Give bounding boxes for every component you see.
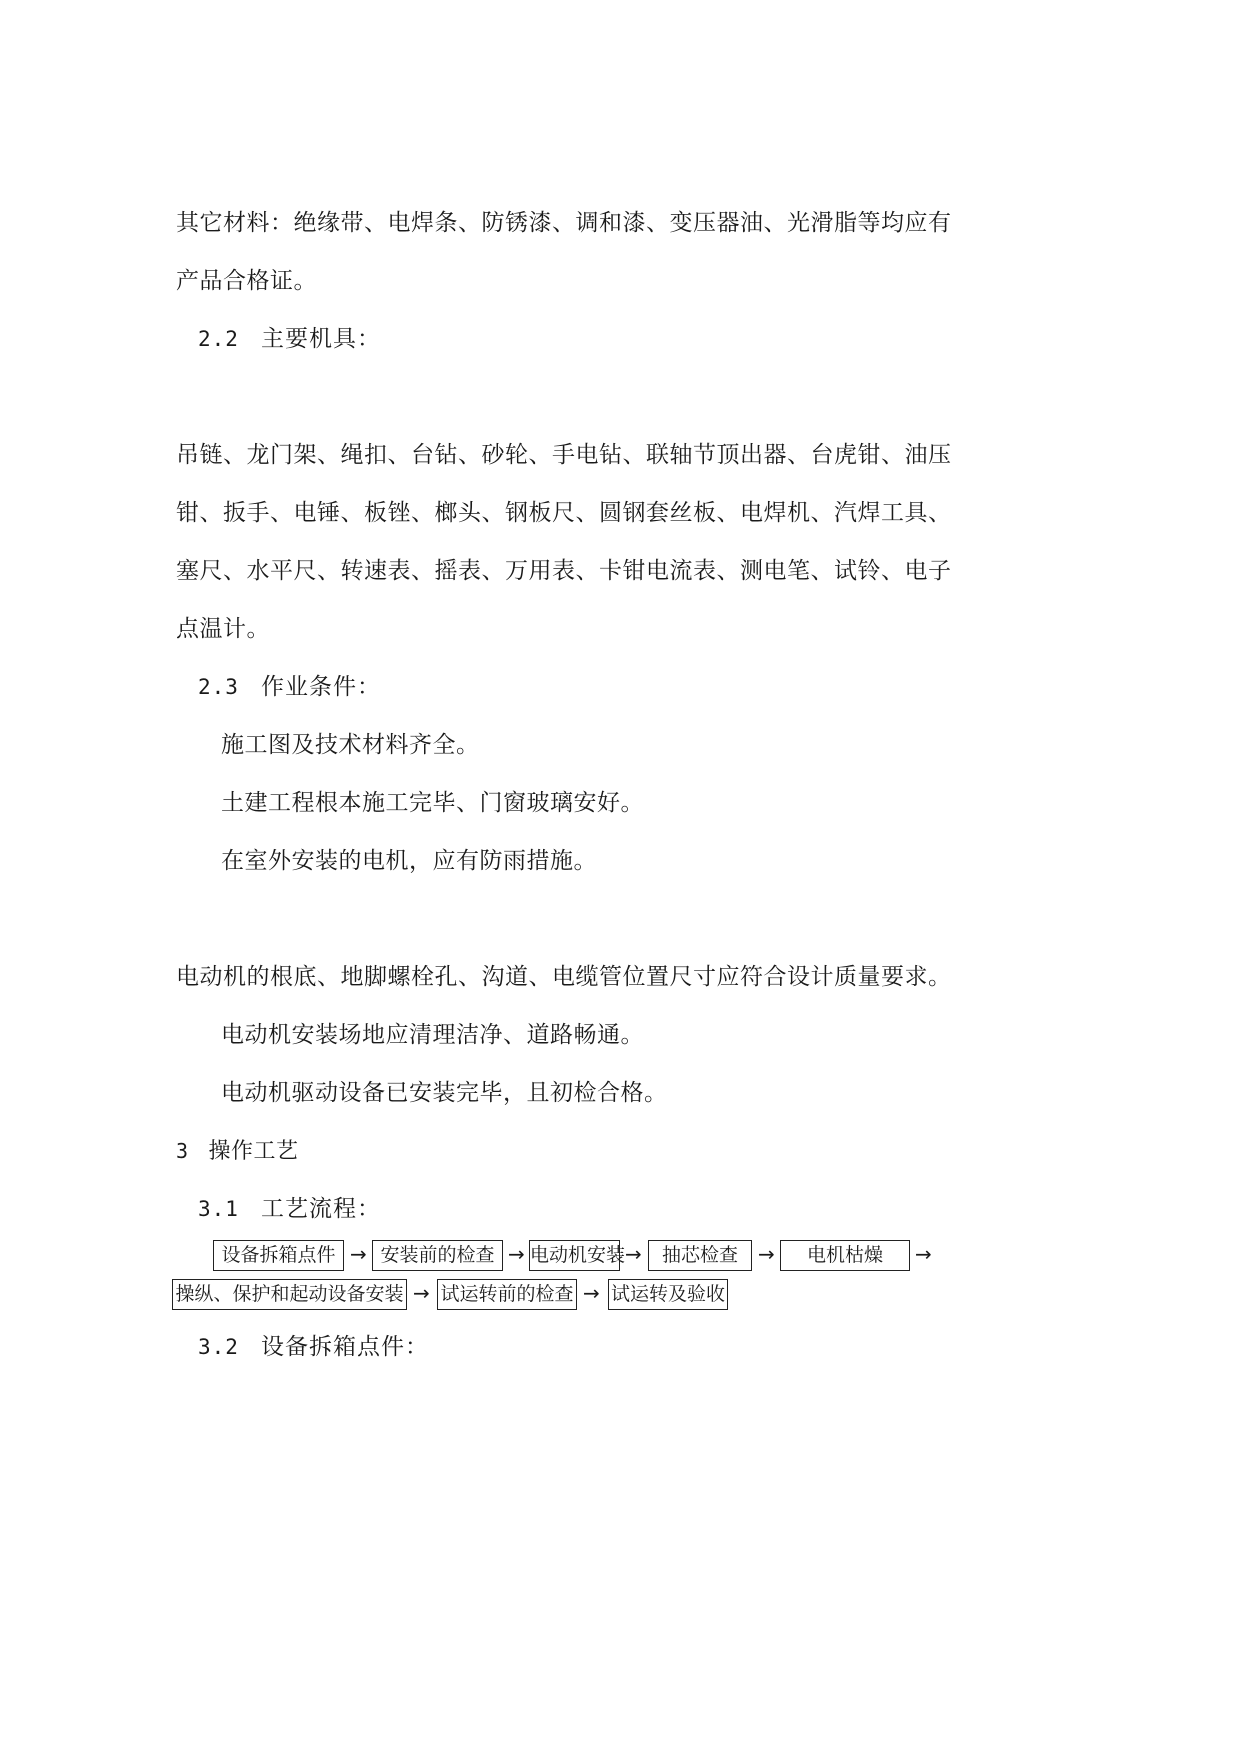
flow-arrow-icon: → xyxy=(758,1242,775,1266)
flow-arrow-icon: → xyxy=(413,1281,430,1305)
heading-text: 操作工艺 xyxy=(208,1139,299,1164)
flow-step-core-check: 抽芯检查 xyxy=(648,1240,752,1271)
condition-6: 电动机驱动设备已安装完毕，且初检合格。 xyxy=(221,1080,668,1106)
heading-number: 3 xyxy=(176,1139,189,1163)
heading-3-2 xyxy=(198,1332,429,1362)
flow-step-motor-drying: 电机枯燥 xyxy=(780,1240,910,1271)
flow-step-unpack: 设备拆箱点件 xyxy=(213,1240,344,1271)
flow-step-control-equipment-install: 操纵、保护和起动设备安装 xyxy=(172,1279,407,1310)
flow-step-pre-trial-check: 试运转前的检查 xyxy=(437,1279,577,1310)
condition-5: 电动机安装场地应清理洁净、道路畅通。 xyxy=(221,1022,644,1048)
flow-arrow-icon: → xyxy=(915,1242,932,1266)
condition-3: 在室外安装的电机，应有防雨措施。 xyxy=(221,848,597,874)
heading-3 xyxy=(176,1136,299,1167)
flow-step-trial-and-acceptance: 试运转及验收 xyxy=(608,1279,728,1310)
tools-line-3: 塞尺、水平尺、转速表、摇表、万用表、卡钳电流表、测电笔、试铃、电子 xyxy=(176,558,952,584)
heading-number: 2.2 xyxy=(198,327,239,351)
flow-step-motor-install: 电动机安装 xyxy=(529,1240,620,1271)
flow-arrow-icon: → xyxy=(508,1242,525,1266)
heading-text: 主要机具： xyxy=(260,326,381,352)
heading-number: 3.2 xyxy=(198,1335,239,1359)
heading-number: 3.1 xyxy=(198,1197,239,1221)
heading-2-2 xyxy=(198,324,381,354)
heading-text: 设备拆箱点件： xyxy=(260,1334,429,1360)
condition-1: 施工图及技术材料齐全。 xyxy=(221,732,480,758)
flow-step-pre-install-check: 安装前的检查 xyxy=(372,1240,503,1271)
materials-line-1: 其它材料：绝缘带、电焊条、防锈漆、调和漆、变压器油、光滑脂等均应有 xyxy=(176,210,952,236)
flow-arrow-icon: → xyxy=(583,1281,600,1305)
heading-text: 作业条件： xyxy=(260,674,381,700)
tools-line-1: 吊链、龙门架、绳扣、台钻、砂轮、手电钻、联轴节顶出器、台虎钳、油压 xyxy=(176,442,952,468)
materials-line-2: 产品合格证。 xyxy=(176,268,317,294)
heading-number: 2.3 xyxy=(198,675,239,699)
heading-text: 工艺流程： xyxy=(260,1196,381,1222)
heading-2-3 xyxy=(198,672,381,702)
condition-4: 电动机的根底、地脚螺栓孔、沟道、电缆管位置尺寸应符合设计质量要求。 xyxy=(176,964,952,990)
heading-3-1 xyxy=(198,1194,381,1224)
tools-line-4: 点温计。 xyxy=(176,616,270,642)
flow-arrow-icon: → xyxy=(625,1242,642,1266)
tools-line-2: 钳、扳手、电锤、板锉、榔头、钢板尺、圆钢套丝板、电焊机、汽焊工具、 xyxy=(176,500,952,526)
condition-2: 土建工程根本施工完毕、门窗玻璃安好。 xyxy=(221,790,644,816)
flow-arrow-icon: → xyxy=(350,1242,367,1266)
